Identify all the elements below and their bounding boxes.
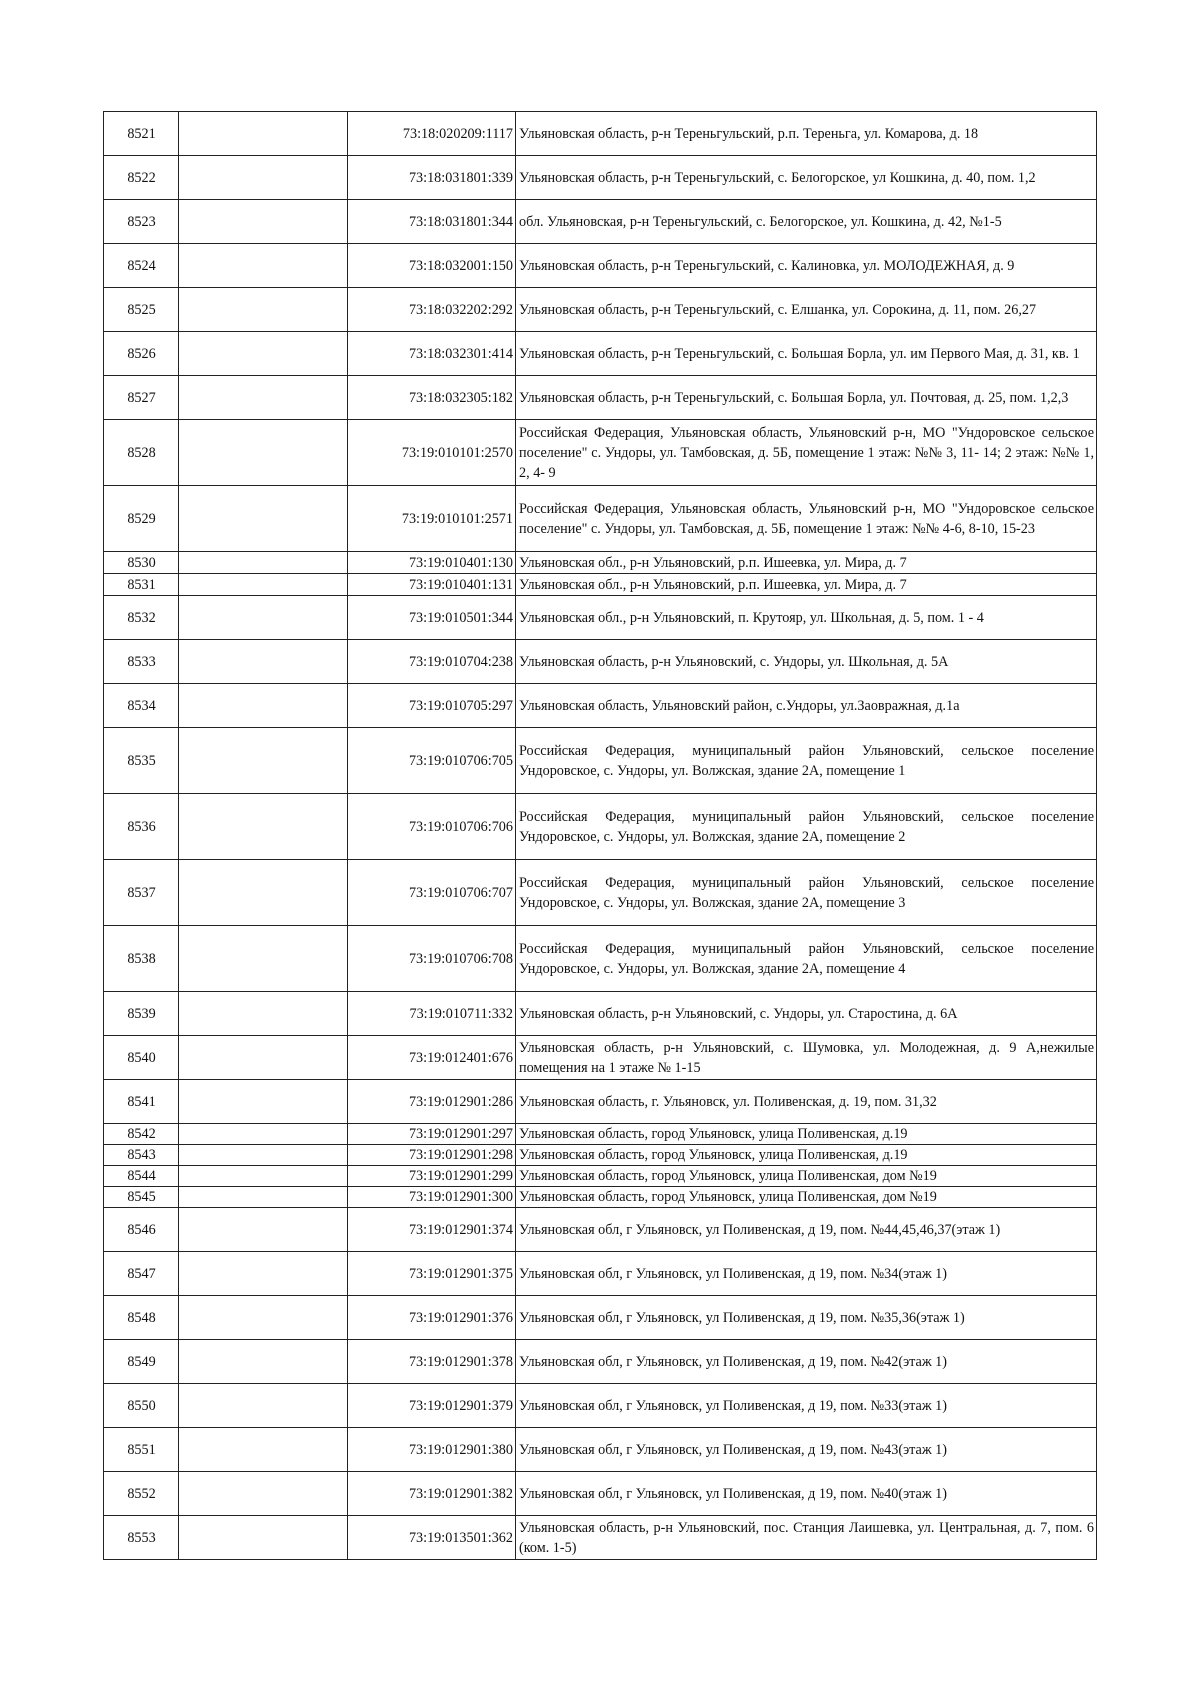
row-number-cell: 8552 [104,1472,179,1516]
row-number-cell: 8553 [104,1516,179,1560]
table-row [104,1036,1097,1080]
empty-cell [179,640,348,684]
table-row [104,1080,1097,1124]
address-cell: Ульяновская область, г. Ульяновск, ул. Поливенская, д. 19, пом. 31,32 [516,1080,1097,1124]
cadastral-number-cell: 73:19:010705:297 [348,684,516,728]
empty-cell [179,1340,348,1384]
address-cell: обл. Ульяновская, р-н Тереньгульский, с. Белогорское, ул. Кошкина, д. 42, №1-5 [516,200,1097,244]
address-cell: Ульяновская область, р-н Тереньгульский, р.п. Тереньга, ул. Комарова, д. 18 [516,112,1097,156]
empty-cell [179,1472,348,1516]
address-cell: Ульяновская обл, г Ульяновск, ул Поливенская, д 19, пом. №35,36(этаж 1) [516,1296,1097,1340]
cadastral-number-cell: 73:18:031801:339 [348,156,516,200]
empty-cell [179,794,348,860]
row-number-cell: 8529 [104,486,179,552]
row-number-cell: 8532 [104,596,179,640]
empty-cell [179,288,348,332]
table-row [104,420,1097,486]
row-number-cell: 8523 [104,200,179,244]
empty-cell [179,1296,348,1340]
address-cell: Российская Федерация, Ульяновская область, Ульяновский р-н, МО "Ундоровское сельское поселение" с. Ундоры, ул. Тамбовская, д. 5Б, помещение 1 этаж: №№ 4-6, 8-10, 15-23 [516,486,1097,552]
table-row [104,1472,1097,1516]
cadastral-number-cell: 73:19:012901:378 [348,1340,516,1384]
row-number-cell: 8540 [104,1036,179,1080]
address-cell: Ульяновская область, р-н Ульяновский, с. Шумовка, ул. Молодежная, д. 9 А,нежилые помещения на 1 этаже № 1-15 [516,1036,1097,1080]
table-row [104,376,1097,420]
table-row [104,112,1097,156]
address-cell: Российская Федерация, Ульяновская область, Ульяновский р-н, МО "Ундоровское сельское поселение" с. Ундоры, ул. Тамбовская, д. 5Б, помещение 1 этаж: №№ 3, 11- 14; 2 этаж: №№ 1, 2, 4- 9 [516,420,1097,486]
registry-table-body [104,112,1097,1560]
table-row [104,1187,1097,1208]
empty-cell [179,1208,348,1252]
empty-cell [179,1166,348,1187]
address-cell: Ульяновская область, р-н Ульяновский, с. Ундоры, ул. Школьная, д. 5А [516,640,1097,684]
row-number-cell: 8522 [104,156,179,200]
empty-cell [179,112,348,156]
empty-cell [179,552,348,574]
address-cell: Ульяновская обл., р-н Ульяновский, р.п. Ишеевка, ул. Мира, д. 7 [516,552,1097,574]
table-row [104,244,1097,288]
table-row [104,640,1097,684]
empty-cell [179,486,348,552]
address-cell: Российская Федерация, муниципальный район Ульяновский, сельское поселение Ундоровское, с. Ундоры, ул. Волжская, здание 2А, помещение 2 [516,794,1097,860]
empty-cell [179,1124,348,1145]
empty-cell [179,728,348,794]
cadastral-number-cell: 73:18:032305:182 [348,376,516,420]
empty-cell [179,926,348,992]
row-number-cell: 8521 [104,112,179,156]
table-row [104,596,1097,640]
empty-cell [179,1384,348,1428]
cadastral-number-cell: 73:19:012901:382 [348,1472,516,1516]
empty-cell [179,1145,348,1166]
cadastral-number-cell: 73:19:010706:705 [348,728,516,794]
cadastral-number-cell: 73:19:012901:297 [348,1124,516,1145]
empty-cell [179,992,348,1036]
cadastral-number-cell: 73:19:013501:362 [348,1516,516,1560]
row-number-cell: 8524 [104,244,179,288]
row-number-cell: 8536 [104,794,179,860]
address-cell: Ульяновская обл, г Ульяновск, ул Поливенская, д 19, пом. №44,45,46,37(этаж 1) [516,1208,1097,1252]
empty-cell [179,420,348,486]
table-row [104,288,1097,332]
empty-cell [179,1080,348,1124]
address-cell: Ульяновская область, город Ульяновск, улица Поливенская, дом №19 [516,1187,1097,1208]
address-cell: Ульяновская область, р-н Тереньгульский, с. Большая Борла, ул. Почтовая, д. 25, пом. 1,2,3 [516,376,1097,420]
empty-cell [179,1187,348,1208]
row-number-cell: 8535 [104,728,179,794]
cadastral-number-cell: 73:19:010101:2571 [348,486,516,552]
cadastral-number-cell: 73:19:010704:238 [348,640,516,684]
cadastral-number-cell: 73:19:012901:379 [348,1384,516,1428]
empty-cell [179,244,348,288]
row-number-cell: 8537 [104,860,179,926]
table-row [104,1208,1097,1252]
table-row [104,1145,1097,1166]
cadastral-number-cell: 73:19:012901:380 [348,1428,516,1472]
address-cell: Ульяновская область, р-н Ульяновский, с. Ундоры, ул. Старостина, д. 6А [516,992,1097,1036]
cadastral-number-cell: 73:19:012401:676 [348,1036,516,1080]
empty-cell [179,332,348,376]
empty-cell [179,860,348,926]
table-row [104,1124,1097,1145]
address-cell: Ульяновская область, р-н Тереньгульский, с. Белогорское, ул Кошкина, д. 40, пом. 1,2 [516,156,1097,200]
cadastral-number-cell: 73:19:010706:707 [348,860,516,926]
table-row [104,1516,1097,1560]
table-row [104,332,1097,376]
address-cell: Российская Федерация, муниципальный район Ульяновский, сельское поселение Ундоровское, с. Ундоры, ул. Волжская, здание 2А, помещение 3 [516,860,1097,926]
row-number-cell: 8547 [104,1252,179,1296]
table-row [104,1340,1097,1384]
address-cell: Ульяновская обл, г Ульяновск, ул Поливенская, д 19, пом. №42(этаж 1) [516,1340,1097,1384]
row-number-cell: 8538 [104,926,179,992]
address-cell: Ульяновская обл, г Ульяновск, ул Поливенская, д 19, пом. №34(этаж 1) [516,1252,1097,1296]
row-number-cell: 8549 [104,1340,179,1384]
table-row [104,552,1097,574]
cadastral-number-cell: 73:19:012901:376 [348,1296,516,1340]
cadastral-number-cell: 73:19:012901:299 [348,1166,516,1187]
empty-cell [179,684,348,728]
registry-table [103,111,1097,1560]
cadastral-number-cell: 73:19:012901:300 [348,1187,516,1208]
cadastral-number-cell: 73:18:032202:292 [348,288,516,332]
row-number-cell: 8527 [104,376,179,420]
address-cell: Ульяновская обл, г Ульяновск, ул Поливенская, д 19, пом. №33(этаж 1) [516,1384,1097,1428]
row-number-cell: 8544 [104,1166,179,1187]
row-number-cell: 8545 [104,1187,179,1208]
row-number-cell: 8525 [104,288,179,332]
address-cell: Ульяновская область, р-н Тереньгульский, с. Елшанка, ул. Сорокина, д. 11, пом. 26,27 [516,288,1097,332]
table-row [104,1252,1097,1296]
table-row [104,1166,1097,1187]
table-row [104,728,1097,794]
row-number-cell: 8542 [104,1124,179,1145]
empty-cell [179,156,348,200]
empty-cell [179,1252,348,1296]
empty-cell [179,1516,348,1560]
table-row [104,156,1097,200]
empty-cell [179,1036,348,1080]
table-row [104,574,1097,596]
cadastral-number-cell: 73:19:010706:708 [348,926,516,992]
row-number-cell: 8539 [104,992,179,1036]
table-row [104,992,1097,1036]
cadastral-number-cell: 73:19:010401:131 [348,574,516,596]
table-row [104,860,1097,926]
cadastral-number-cell: 73:19:010101:2570 [348,420,516,486]
cadastral-number-cell: 73:18:031801:344 [348,200,516,244]
row-number-cell: 8543 [104,1145,179,1166]
row-number-cell: 8533 [104,640,179,684]
row-number-cell: 8528 [104,420,179,486]
cadastral-number-cell: 73:18:032301:414 [348,332,516,376]
row-number-cell: 8526 [104,332,179,376]
cadastral-number-cell: 73:19:012901:286 [348,1080,516,1124]
table-row [104,200,1097,244]
cadastral-number-cell: 73:19:010501:344 [348,596,516,640]
row-number-cell: 8530 [104,552,179,574]
empty-cell [179,596,348,640]
address-cell: Ульяновская область, р-н Тереньгульский, с. Калиновка, ул. МОЛОДЕЖНАЯ, д. 9 [516,244,1097,288]
row-number-cell: 8550 [104,1384,179,1428]
table-row [104,684,1097,728]
table-row [104,1428,1097,1472]
cadastral-number-cell: 73:19:010401:130 [348,552,516,574]
empty-cell [179,574,348,596]
row-number-cell: 8546 [104,1208,179,1252]
address-cell: Ульяновская обл., р-н Ульяновский, п. Крутояр, ул. Школьная, д. 5, пом. 1 - 4 [516,596,1097,640]
cadastral-number-cell: 73:18:032001:150 [348,244,516,288]
row-number-cell: 8548 [104,1296,179,1340]
cadastral-number-cell: 73:19:012901:298 [348,1145,516,1166]
address-cell: Ульяновская область, город Ульяновск, улица Поливенская, дом №19 [516,1166,1097,1187]
address-cell: Ульяновская область, город Ульяновск, улица Поливенская, д.19 [516,1124,1097,1145]
table-row [104,1296,1097,1340]
row-number-cell: 8534 [104,684,179,728]
address-cell: Ульяновская обл, г Ульяновск, ул Поливенская, д 19, пом. №40(этаж 1) [516,1472,1097,1516]
address-cell: Ульяновская обл, г Ульяновск, ул Поливенская, д 19, пом. №43(этаж 1) [516,1428,1097,1472]
address-cell: Российская Федерация, муниципальный район Ульяновский, сельское поселение Ундоровское, с. Ундоры, ул. Волжская, здание 2А, помещение 4 [516,926,1097,992]
address-cell: Ульяновская область, р-н Тереньгульский, с. Большая Борла, ул. им Первого Мая, д. 31, кв. 1 [516,332,1097,376]
table-row [104,486,1097,552]
address-cell: Российская Федерация, муниципальный район Ульяновский, сельское поселение Ундоровское, с. Ундоры, ул. Волжская, здание 2А, помещение 1 [516,728,1097,794]
table-row [104,794,1097,860]
cadastral-number-cell: 73:19:012901:374 [348,1208,516,1252]
empty-cell [179,200,348,244]
table-row [104,1384,1097,1428]
row-number-cell: 8541 [104,1080,179,1124]
address-cell: Ульяновская область, р-н Ульяновский, пос. Станция Лаишевка, ул. Центральная, д. 7, пом. 6 (ком. 1-5) [516,1516,1097,1560]
empty-cell [179,1428,348,1472]
cadastral-number-cell: 73:19:010706:706 [348,794,516,860]
row-number-cell: 8551 [104,1428,179,1472]
table-row [104,926,1097,992]
address-cell: Ульяновская область, город Ульяновск, улица Поливенская, д.19 [516,1145,1097,1166]
cadastral-number-cell: 73:18:020209:1117 [348,112,516,156]
address-cell: Ульяновская область, Ульяновский район, с.Ундоры, ул.Заовражная, д.1а [516,684,1097,728]
cadastral-number-cell: 73:19:012901:375 [348,1252,516,1296]
empty-cell [179,376,348,420]
row-number-cell: 8531 [104,574,179,596]
address-cell: Ульяновская обл., р-н Ульяновский, р.п. Ишеевка, ул. Мира, д. 7 [516,574,1097,596]
cadastral-number-cell: 73:19:010711:332 [348,992,516,1036]
